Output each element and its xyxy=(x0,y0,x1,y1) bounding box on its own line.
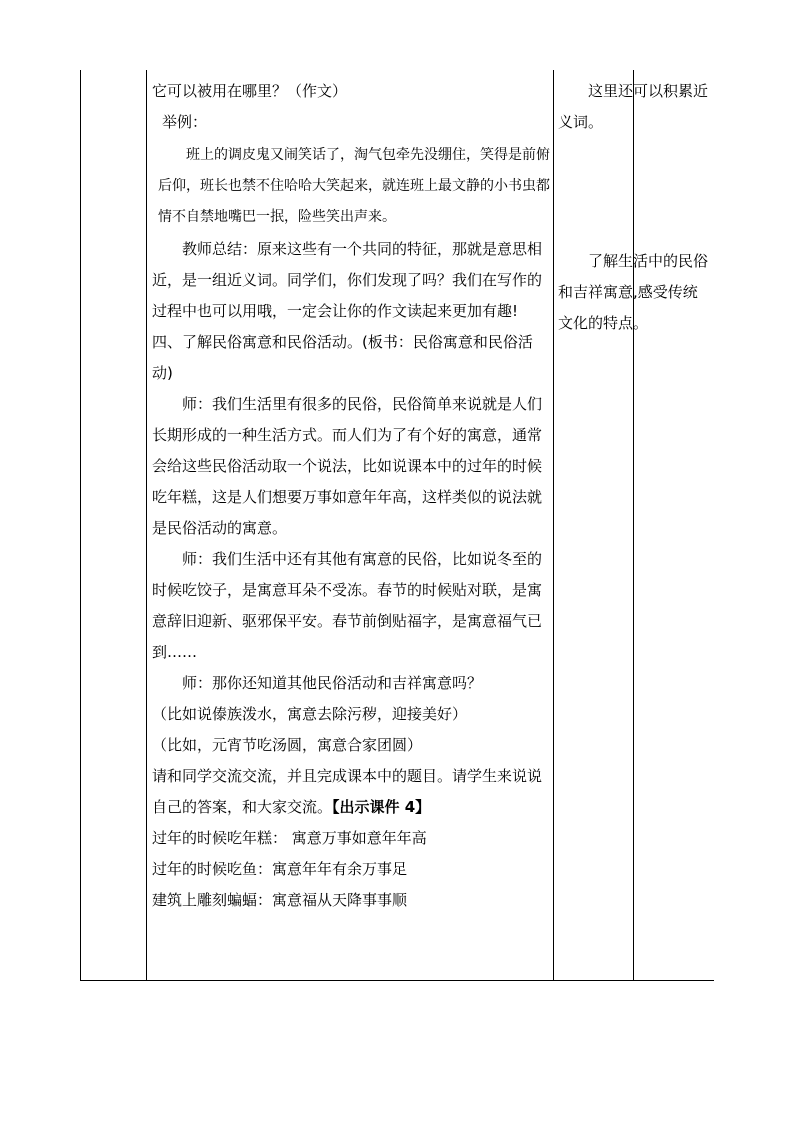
example-label: 举例： xyxy=(162,113,208,131)
answer-line-1: 过年的时候吃年糕： 寓意万事如意年年高 xyxy=(152,829,427,847)
slide-reference: 【出示课件 4】 xyxy=(332,798,431,816)
teacher-paragraph-2: 师：我们生活中还有其他有寓意的民俗，比如说冬至的时候吃饺子，是寓意耳朵不受冻。春节的时候贴对联，是寓意辞旧迎新、驱邪保平安。春节前倒贴福字，是寓意福气已到…… xyxy=(152,550,543,661)
answer-line-3: 建筑上雕刻蝙蝠：寓意福从天降事事顺 xyxy=(152,891,408,909)
teaching-process-column xyxy=(152,76,553,916)
exchange-text: 请和同学交流交流，并且完成课本中的题目。请学生来说说自己的答案，和大家交流。 xyxy=(152,767,543,816)
side-note-2: 了解生活中的民俗和吉祥寓意,感受传统文化的特点。 xyxy=(558,252,709,332)
exchange-paragraph xyxy=(152,761,553,823)
teacher-paragraph-1: 师：我们生活里有很多的民俗，民俗简单来说就是人们长期形成的一种生活方式。而人们为了有个好的寓意，通常会给这些民俗活动取一个说法，比如说课本中的过年的时候吃年糕，这是人们想要万事如意年年高，这样类似的说法就是民俗活动的寓意。 xyxy=(152,395,543,537)
answer-line-2: 过年的时候吃鱼：寓意年年有余万事足 xyxy=(152,860,408,878)
table-divider-2 xyxy=(553,70,554,980)
side-note-1: 这里还可以积累近义词。 xyxy=(558,82,709,131)
example-line-1: （比如说傣族泼水，寓意去除污秽，迎接美好） xyxy=(152,705,468,723)
table-divider-1 xyxy=(146,70,147,980)
teacher-summary: 教师总结：原来这些有一个共同的特征，那就是意思相近，是一组近义词。同学们，你们发现了吗？我们在写作的过程中也可以用哦，一定会让你的作文读起来更加有趣! xyxy=(152,240,543,320)
example-text: 班上的调皮鬼又闹笑话了，淘气包牵先没绷住，笑得是前俯后仰，班长也禁不住哈哈大笑起来，就连班上最文静的小书虫都情不自禁地嘴巴一抿，险些笑出声来。 xyxy=(158,147,550,225)
teacher-paragraph-3: 师：那你还知道其他民俗活动和吉祥寓意吗？ xyxy=(182,674,483,692)
question-line: 它可以被用在哪里？（作文） xyxy=(152,82,348,100)
example-line-2: （比如，元宵节吃汤圆，寓意合家团圆） xyxy=(152,736,423,754)
table-border-left xyxy=(80,70,81,980)
design-intent-column xyxy=(558,76,712,339)
section-heading: 四、了解民俗寓意和民俗活动。(板书：民俗寓意和民俗活动) xyxy=(152,333,533,382)
